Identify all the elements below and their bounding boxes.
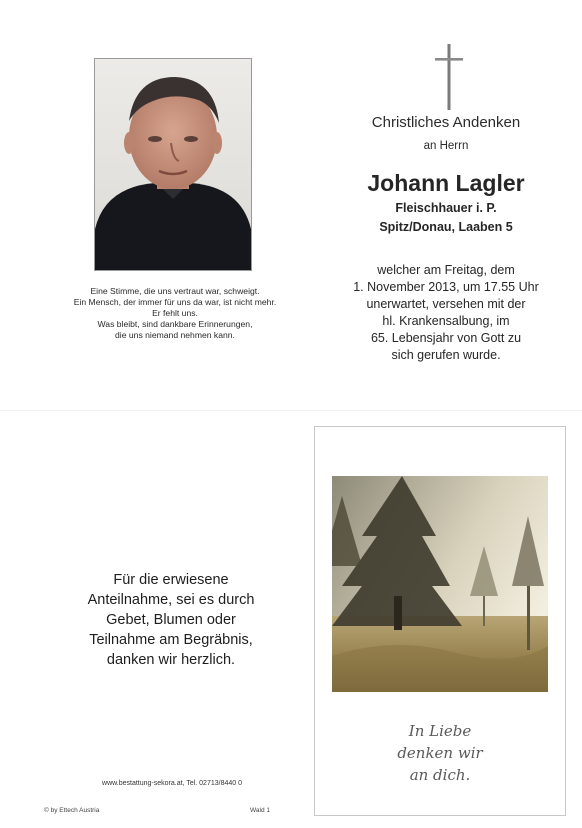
- cross-icon: [434, 44, 464, 110]
- footer-copyright: © by Ettech Austria: [44, 807, 100, 814]
- script-line: an dich.: [409, 766, 471, 784]
- thanks-line: Teilnahme am Begräbnis,: [89, 632, 253, 648]
- poem-line: Ein Mensch, der immer für uns da war, ist nicht mehr.: [73, 297, 277, 307]
- death-details: [330, 262, 562, 364]
- details-line: welcher am Freitag, dem: [377, 263, 515, 277]
- poem-line: die uns niemand nehmen kann.: [115, 330, 235, 340]
- memorial-poem: [55, 286, 295, 341]
- card-heading: Christliches Andenken: [371, 114, 521, 131]
- details-line: hl. Krankensalbung, im: [382, 314, 510, 328]
- thanks-line: Anteilnahme, sei es durch: [87, 592, 255, 608]
- footer-reference: Wald 1: [250, 807, 270, 814]
- deceased-address: Spitz/Donau, Laaben 5: [379, 220, 513, 234]
- thanks-line: danken wir herzlich.: [106, 652, 236, 668]
- details-line: sich gerufen wurde.: [391, 348, 501, 362]
- thanks-line: Gebet, Blumen oder: [106, 612, 236, 628]
- portrait-photo: [94, 58, 252, 271]
- card-subheading: an Herrn: [423, 140, 469, 152]
- card-script-text: [360, 720, 520, 786]
- fold-divider: [0, 410, 582, 411]
- poem-line: Eine Stimme, die uns vertraut war, schweigt.: [90, 286, 260, 296]
- deceased-occupation: Fleischhauer i. P.: [395, 201, 497, 215]
- script-line: In Liebe: [408, 722, 472, 740]
- script-line: denken wir: [397, 744, 483, 762]
- poem-line: Was bleibt, sind dankbare Erinnerungen,: [97, 319, 253, 329]
- details-line: unerwartet, versehen mit der: [366, 297, 526, 311]
- details-line: 65. Lebensjahr von Gott zu: [370, 331, 522, 345]
- footer-contact: www.bestattung-sekora.at, Tel. 02713/8440 0: [102, 780, 242, 787]
- forest-image: [332, 476, 548, 692]
- thanks-text: [58, 570, 284, 670]
- poem-line: Er fehlt uns.: [152, 308, 198, 318]
- deceased-name: Johann Lagler: [367, 170, 525, 196]
- thanks-line: Für die erwiesene: [113, 572, 229, 588]
- details-line: 1. November 2013, um 17.55 Uhr: [353, 280, 539, 294]
